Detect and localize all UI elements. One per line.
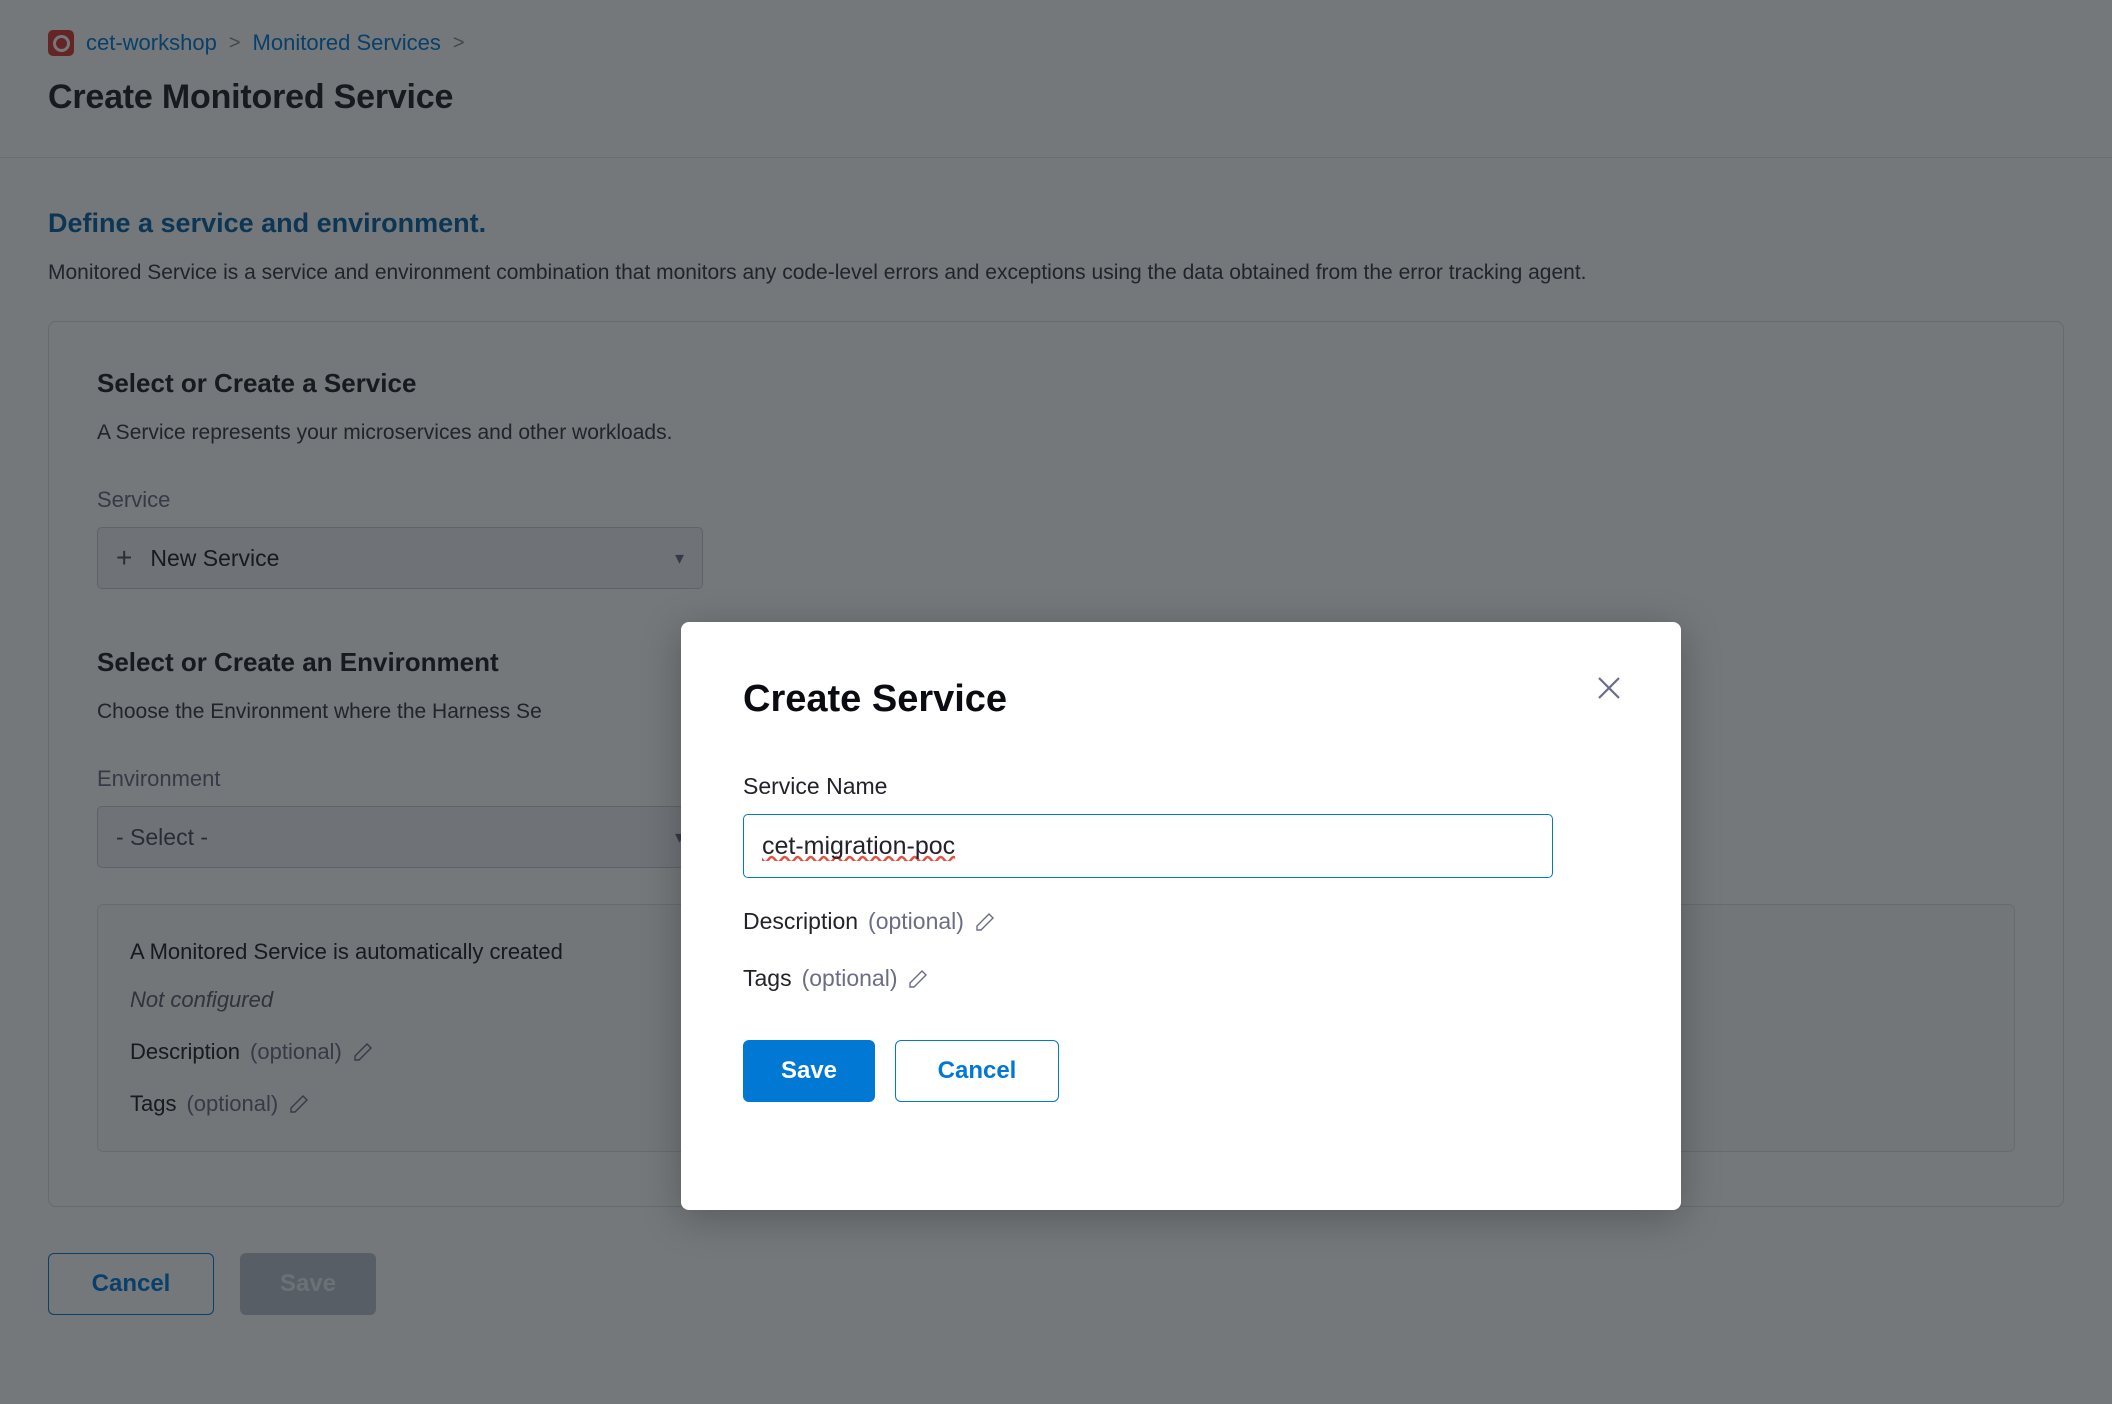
close-icon[interactable]: [1589, 668, 1629, 708]
service-name-input[interactable]: [743, 814, 1553, 878]
dialog-tags-optional: (optional): [801, 965, 898, 991]
dialog-description-label: Description: [743, 908, 859, 934]
dialog-description-optional: (optional): [868, 908, 964, 934]
pencil-icon[interactable]: [907, 968, 929, 990]
dialog-title: Create Service: [743, 678, 1008, 720]
service-name-label: Service Name: [743, 773, 888, 799]
dialog-actions: [743, 1040, 1619, 1102]
dialog-save-button[interactable]: Save: [743, 1040, 875, 1102]
pencil-icon[interactable]: [974, 911, 996, 933]
dialog-tags-row[interactable]: [743, 965, 1619, 992]
dialog-cancel-button[interactable]: Cancel: [895, 1040, 1059, 1102]
dialog-description-row[interactable]: [743, 908, 1619, 935]
create-service-dialog: [681, 622, 1681, 1210]
dialog-tags-label: Tags: [743, 965, 792, 991]
